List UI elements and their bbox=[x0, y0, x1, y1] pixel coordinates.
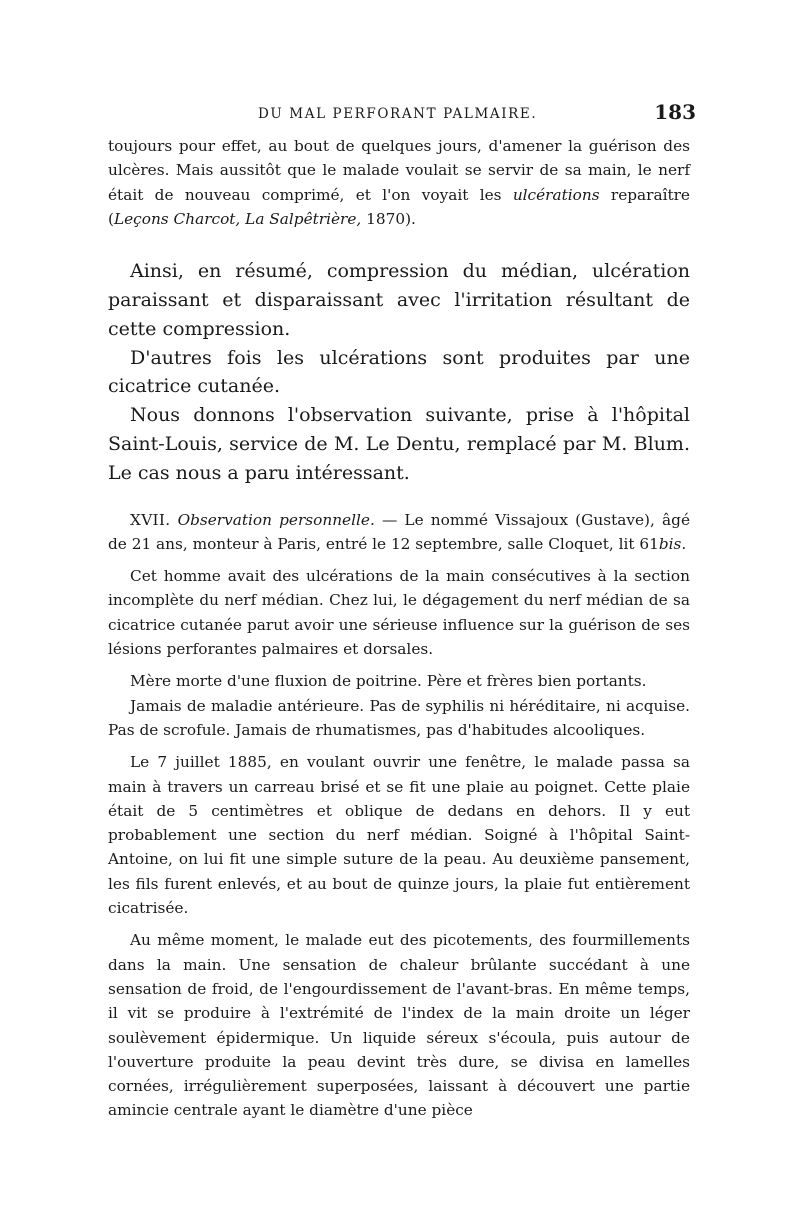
p1-text: toujours pour effet, au bout de quelques jours, d'amener la guérison des ulcères. Mais aussitôt que le malade voulait se servir de sa main, le nerf était de nouveau comprimé, et l'on voyait les bbox=[108, 137, 690, 204]
p1-text3: 1870). bbox=[361, 209, 416, 228]
paragraph-cicatrice: D'autres fois les ulcérations sont produites par une cicatrice cutanée. bbox=[108, 346, 690, 398]
paragraph-medical-history: Jamais de maladie antérieure. Pas de syphilis ni héréditaire, ni acquise. Pas de scrofule. Jamais de rhumatismes, pas d'habitudes alcooliques. bbox=[108, 696, 690, 739]
p1-italic: ulcérations bbox=[512, 185, 600, 204]
paragraph-continued bbox=[108, 134, 690, 231]
paragraph-case-summary: Cet homme avait des ulcérations de la main consécutives à la section incomplète du nerf médian. Chez lui, le dégagement du nerf médian de sa cicatrice cutanée parut avoir une sérieuse influence sur la guérison de ses lésions perforantes palmaires et dorsales. bbox=[108, 567, 690, 659]
paragraph-injury: Le 7 juillet 1885, en voulant ouvrir une fenêtre, le malade passa sa main à travers un carreau brisé et se fit une plaie au poignet. Cette plaie était de 5 centimètres et oblique de dedans en dehors. Il y eut probablement une section du nerf médian. Soigné à l'hôpital Saint-Antoine, on lui fit une simple suture de la peau. Au deuxième pansement, les fils furent enlevés, et au bout de quinze jours, la plaie fut entièrement cicatrisée. bbox=[108, 753, 690, 918]
running-head bbox=[108, 96, 696, 130]
paragraph-family-history: Mère morte d'une fluxion de poitrine. Père et frères bien portants. bbox=[130, 672, 647, 691]
observation-bis: bis bbox=[658, 534, 682, 553]
paragraph-summary: Ainsi, en résumé, compression du médian, ulcération paraissant et disparaissant avec l'irritation résultant de cette compression. bbox=[108, 260, 690, 340]
p1-reference: Leçons Charcot, La Salpêtrière, bbox=[113, 209, 362, 228]
observation-number: XVII. bbox=[130, 510, 171, 529]
p1-text2: reparaître ( bbox=[108, 185, 690, 228]
running-head-title: DU MAL PERFORANT PALMAIRE. bbox=[258, 106, 538, 122]
observation-header bbox=[108, 508, 690, 557]
page-number: 183 bbox=[654, 100, 696, 124]
observation-heading: Observation personnelle. bbox=[177, 510, 375, 529]
paragraph-observation-intro: Nous donnons l'observation suivante, prise à l'hôpital Saint-Louis, service de M. Le Dentu, remplacé par M. Blum. Le cas nous a paru intéressant. bbox=[108, 404, 690, 484]
observation-text: — Le nommé Vissajoux (Gustave), âgé de 21 ans, monteur à Paris, entré le 12 septembre, salle Cloquet, lit 61 bbox=[108, 510, 690, 553]
observation-end: . bbox=[681, 534, 687, 553]
paragraph-symptoms: Au même moment, le malade eut des picotements, des fourmillements dans la main. Une sensation de chaleur brûlante succédant à une sensation de froid, de l'engourdissement de l'avant-bras. En même temps, il vit se produire à l'extrémité de l'index de la main droite un léger soulèvement épidermique. Un liquide séreux s'écoula, puis autour de l'ouverture produite la peau devint très dure, se divisa en lamelles cornées, irrégulièrement superposées, laissant à découvert une partie amincie centrale ayant le diamètre d'une pièce bbox=[108, 931, 690, 1120]
